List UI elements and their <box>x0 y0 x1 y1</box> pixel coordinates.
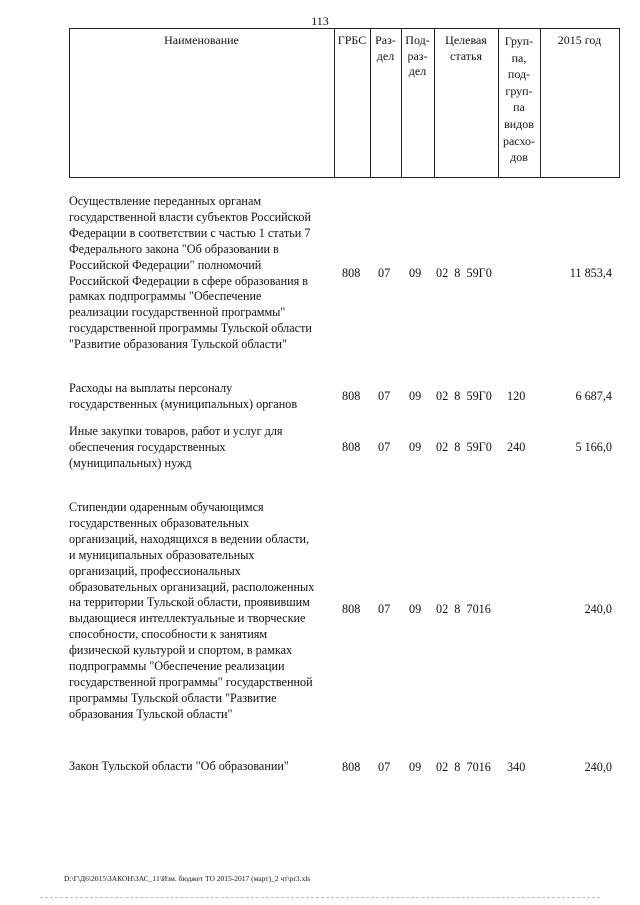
row-group: 120 <box>507 389 526 403</box>
page-bottom-divider <box>40 897 600 898</box>
row-podrazdel: 09 <box>409 389 422 403</box>
row-grbs: 808 <box>342 602 361 616</box>
row-target: 02 8 59Г0 <box>436 389 492 403</box>
row-name: Расходы на выплаты персоналу государственных (муниципальных) органов <box>69 381 298 411</box>
row-target: 02 8 7016 <box>436 760 491 774</box>
row-grbs: 808 <box>342 266 361 280</box>
header-grbs: ГРБС <box>337 33 367 47</box>
row-podrazdel: 09 <box>409 266 422 280</box>
row-group: 240 <box>507 440 526 454</box>
row-amount: 11 853,4 <box>569 266 612 280</box>
header-target: Целевая статья <box>445 33 487 63</box>
header-podrazdel: Под- раз- дел <box>405 33 430 78</box>
row-name: Закон Тульской области "Об образовании" <box>69 759 289 773</box>
row-group: 340 <box>507 760 526 774</box>
row-grbs: 808 <box>342 440 361 454</box>
row-name: Осуществление переданных органам государственной власти субъектов Российской Федерации в соответствии с частью 1 статьи 7 Федерального закона "Об образовании в Российской Федерации" полномочий Российской Федерации в сфере образования в рамках подпрограммы "Обеспечение реализации государственной программы" государственной программы Тульской области "Развитие образования Тульской области" <box>69 194 312 352</box>
page-number: 113 <box>311 14 329 28</box>
row-amount: 240,0 <box>584 602 612 616</box>
row-target: 02 8 59Г0 <box>436 440 492 454</box>
row-name: Иные закупки товаров, работ и услуг для обеспечения государственных (муниципальных) нужд <box>69 424 283 470</box>
header-name: Наименование <box>164 33 239 47</box>
row-grbs: 808 <box>342 389 361 403</box>
row-podrazdel: 09 <box>409 602 422 616</box>
row-amount: 5 166,0 <box>575 440 612 454</box>
header-group: Груп- па, под- груп- па видов расхо- дов <box>502 34 536 165</box>
row-target: 02 8 59Г0 <box>436 266 492 280</box>
row-razdel: 07 <box>378 602 391 616</box>
row-grbs: 808 <box>342 760 361 774</box>
row-razdel: 07 <box>378 389 391 403</box>
row-podrazdel: 09 <box>409 440 422 454</box>
row-razdel: 07 <box>378 266 391 280</box>
header-razdel: Раз- дел <box>375 33 396 63</box>
row-amount: 240,0 <box>584 760 612 774</box>
file-path-footer: D:\Г\Д6\2015\ЗАКОН\ЗАС_11\Изм. бюджет ТО 2015-2017 (март)_2 чт\pr3.xls <box>64 874 311 883</box>
row-name: Стипендии одаренным обучающимся государственных образовательных организаций, находящихся в ведении области, и муниципальных образовательных организаций, профессиональных образовательных организаций, расположенных на территории Тульской области, проявившим выдающиеся интеллектуальные и творческие способности, способности к занятиям физической культурой и спортом, в рамках подпрограммы "Обеспечение реализации государственной программы" государственной программы Тульской области "Развитие образования Тульской области" <box>69 500 315 721</box>
row-amount: 6 687,4 <box>575 389 612 403</box>
row-razdel: 07 <box>378 440 391 454</box>
header-year: 2015 год <box>557 33 602 47</box>
row-razdel: 07 <box>378 760 391 774</box>
row-target: 02 8 7016 <box>436 602 491 616</box>
row-podrazdel: 09 <box>409 760 422 774</box>
